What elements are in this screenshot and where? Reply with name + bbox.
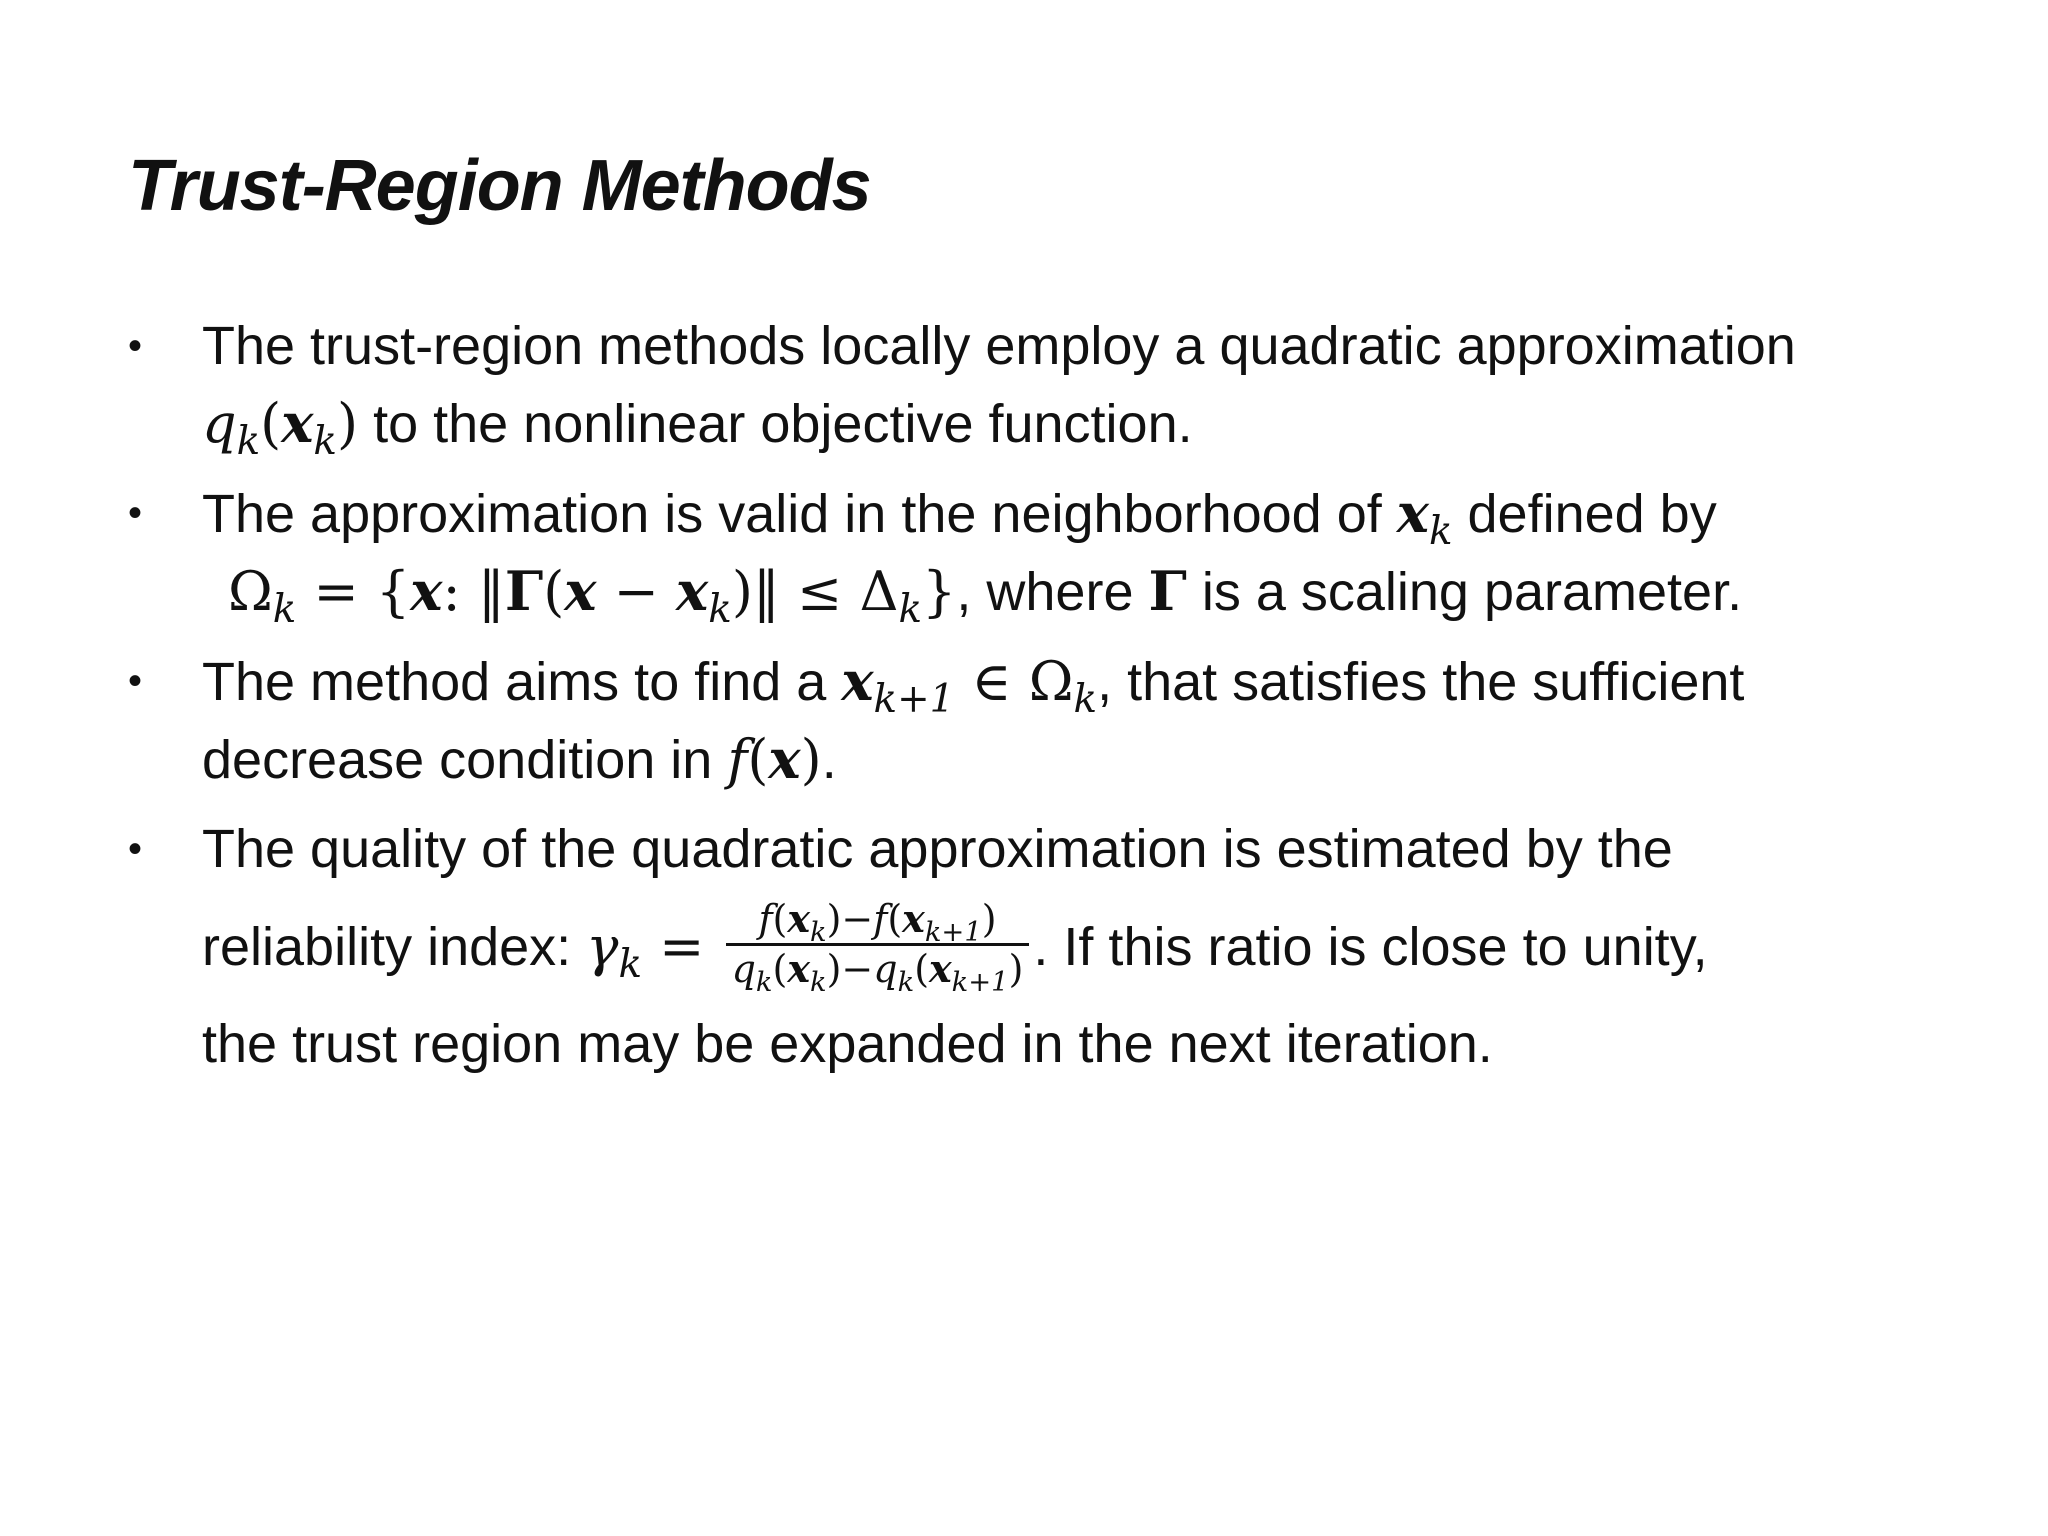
math-paren-open: (: [543, 560, 565, 623]
math-minus: )−: [826, 947, 874, 992]
math-x-bold: x: [787, 896, 810, 942]
fraction-numerator: [726, 896, 1030, 946]
math-q: q: [873, 947, 898, 992]
bullet-icon: •: [127, 659, 142, 703]
fraction-denominator: [726, 946, 1030, 998]
math-omega: Ω: [1028, 650, 1074, 713]
math-paren-close: ): [336, 392, 359, 455]
math-paren-open: (: [914, 947, 930, 992]
bullet-icon: •: [127, 324, 142, 368]
bullet-icon: •: [127, 827, 142, 871]
math-x-bold: x: [929, 946, 952, 992]
math-f: f: [758, 897, 773, 942]
math-q: q: [202, 392, 237, 455]
bullet-3-line-1: [202, 643, 1980, 721]
math-sub-k-plus-1: k+1: [873, 677, 955, 723]
math-f: f: [873, 897, 888, 942]
math-sub-k: k: [755, 966, 773, 998]
math-paren-close: ): [981, 897, 997, 942]
math-gamma-bold: Γ: [1148, 559, 1187, 623]
math-x-bold: x: [1396, 481, 1429, 545]
math-sub-k: k: [313, 419, 337, 465]
math-sub-k: k: [618, 942, 643, 988]
math-equals: =: [642, 915, 722, 978]
bullet-4-line-3: the trust region may be expanded in the next iteration.: [202, 1014, 1493, 1074]
math-sub-k: k: [810, 966, 827, 998]
bullet-4-text-a: reliability index:: [202, 917, 587, 977]
math-paren-open: (: [260, 392, 282, 455]
bullet-item-2: [120, 475, 1980, 631]
bullet-4-line-1: The quality of the quadratic approximation is estimated by the: [202, 819, 1673, 879]
bullet-4-line-2: [202, 888, 1980, 1006]
math-in: ∈: [954, 650, 1029, 713]
bullet-3-text-c: decrease condition in: [202, 730, 728, 790]
math-eq-brace: = {: [296, 560, 411, 623]
bullet-2-line-1: [202, 475, 1980, 553]
math-sub-k: k: [1428, 509, 1453, 555]
math-sub-k: k: [236, 419, 261, 465]
math-paren-open: (: [772, 897, 788, 942]
math-gamma: γ: [586, 915, 619, 978]
bullet-2-line-2: [202, 553, 1980, 631]
bullet-1-line-1: The trust-region methods locally employ a quadratic approximation: [202, 316, 1796, 376]
bullet-3-line-2: [202, 721, 1980, 799]
bullet-2-text-b: defined by: [1452, 484, 1717, 544]
math-norm-leq: )‖ ≤: [731, 560, 860, 623]
math-x-bold: x: [676, 559, 709, 623]
math-sub-k: k: [1073, 677, 1098, 723]
math-minus: )−: [826, 897, 874, 942]
math-paren-close: ): [1008, 947, 1024, 992]
bullet-item-1: [120, 308, 1980, 463]
math-x-bold: x: [787, 946, 810, 992]
bullet-3-text-b: , that satisfies the sufficient: [1097, 652, 1745, 712]
bullet-3-text-a: The method aims to find a: [202, 652, 842, 712]
math-brace-close: }: [922, 560, 957, 623]
math-x-bold: x: [902, 896, 925, 942]
math-omega: Ω: [228, 560, 273, 623]
math-x-bold: x: [564, 559, 597, 623]
math-paren-open: (: [747, 728, 769, 791]
math-paren-close: ): [800, 728, 822, 791]
slide-title: Trust-Region Methods: [128, 146, 871, 226]
math-q: q: [731, 947, 756, 992]
bullet-list: [120, 308, 1980, 1095]
math-colon-norm: : ‖: [442, 560, 505, 623]
math-sub-k-plus-1: k+1: [924, 916, 982, 948]
math-minus: −: [596, 560, 677, 623]
bullet-3-text-period: .: [821, 730, 837, 790]
math-x-bold: x: [410, 559, 443, 623]
math-sub-k: k: [810, 916, 827, 948]
math-sub-k: k: [897, 966, 915, 998]
math-x-bold: x: [841, 649, 874, 713]
math-f: f: [727, 728, 748, 791]
bullet-icon: •: [127, 491, 142, 535]
math-delta: Δ: [859, 560, 899, 623]
math-sub-k: k: [272, 587, 297, 633]
math-gamma-bold: Γ: [504, 559, 544, 623]
math-x-bold: x: [281, 391, 314, 455]
bullet-2-text-a: The approximation is valid in the neighborhood of: [202, 484, 1397, 544]
reliability-fraction: [726, 896, 1030, 998]
bullet-2-text-where: , where: [956, 562, 1149, 622]
math-sub-k: k: [898, 587, 923, 633]
math-sub-k-plus-1: k+1: [951, 966, 1009, 998]
math-paren-open: (: [772, 947, 788, 992]
bullet-1-line-2-text: to the nonlinear objective function.: [358, 394, 1193, 454]
bullet-1-line-2: [202, 385, 1980, 463]
bullet-item-4: [120, 811, 1980, 1083]
bullet-2-text-scaling: is a scaling parameter.: [1186, 562, 1743, 622]
math-x-bold: x: [768, 727, 801, 791]
math-sub-k: k: [708, 587, 732, 633]
math-paren-open: (: [887, 897, 903, 942]
bullet-4-text-b: . If this ratio is close to unity,: [1033, 917, 1708, 977]
bullet-item-3: [120, 643, 1980, 799]
